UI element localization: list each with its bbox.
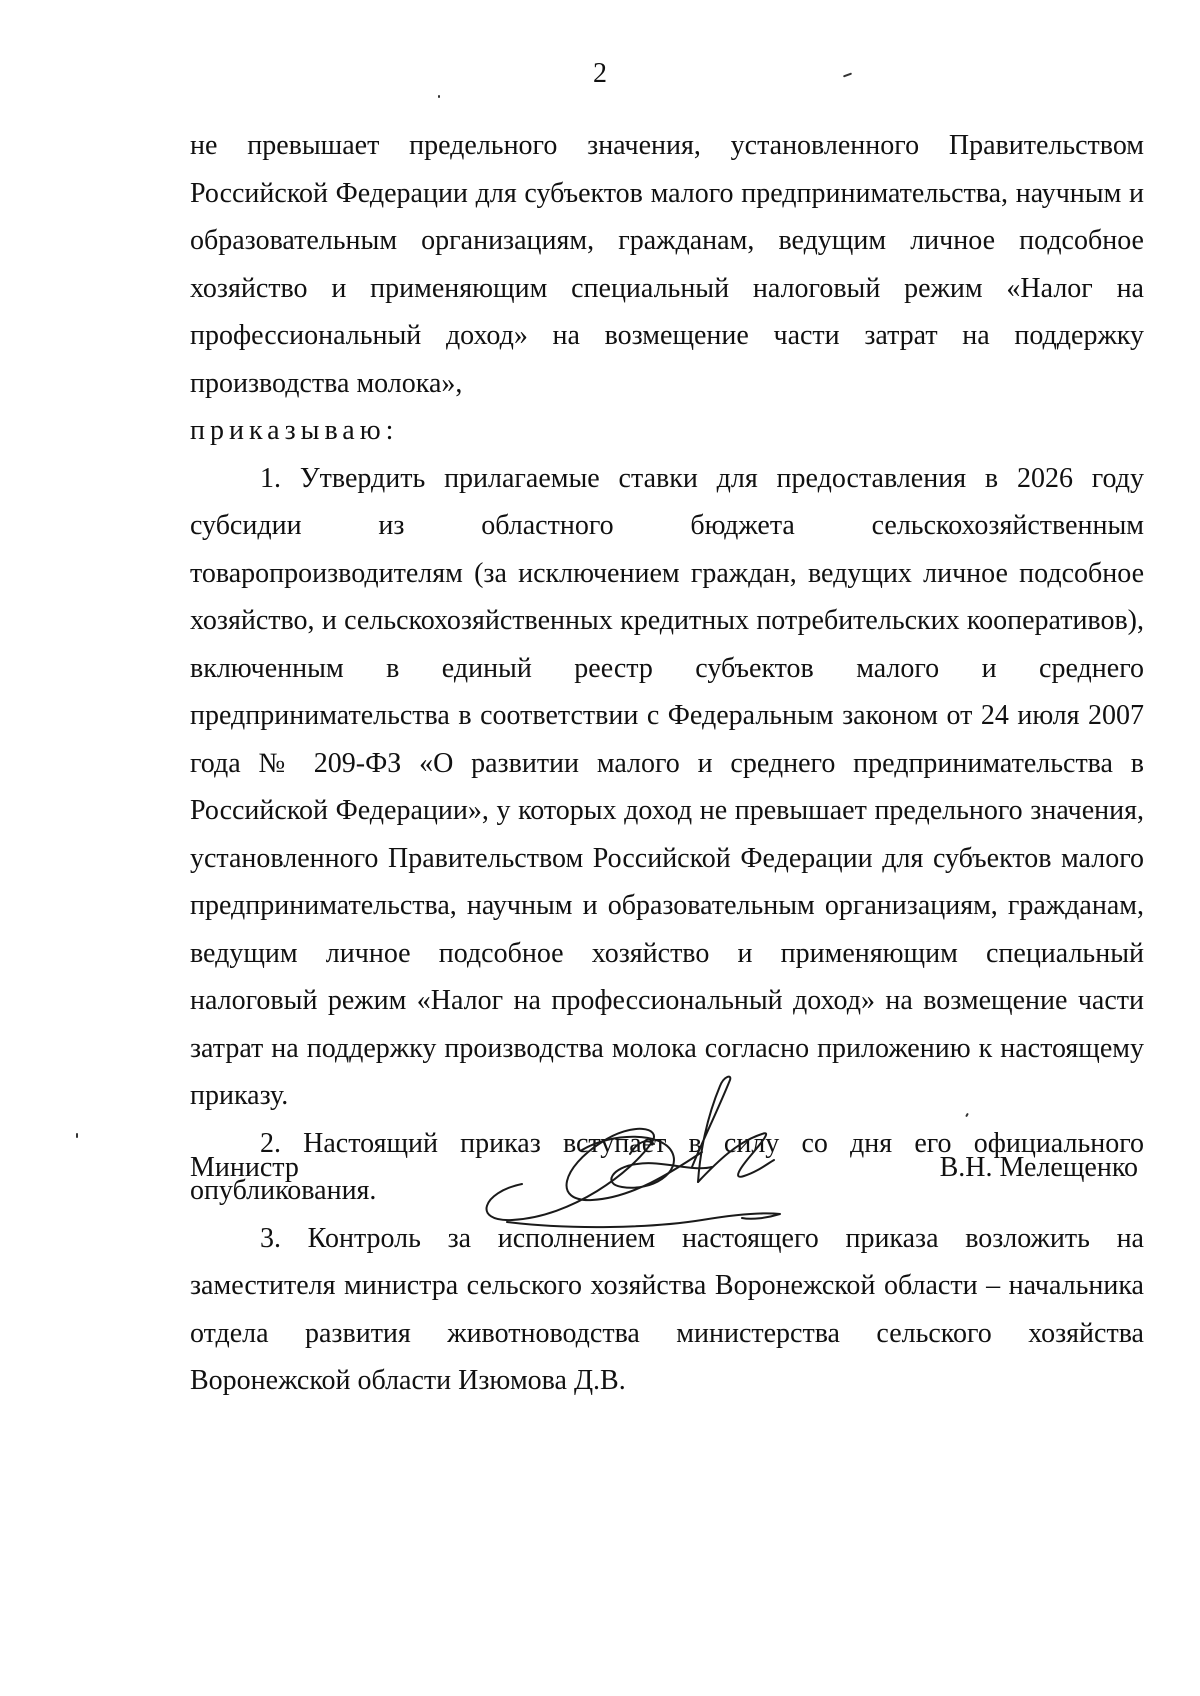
scan-speck bbox=[438, 95, 440, 98]
signer-title: Министр bbox=[190, 1152, 299, 1183]
scan-speck bbox=[76, 1133, 78, 1138]
order-item-2: 2. Настоящий приказ вступает в силу со дня его официального опубликования. bbox=[190, 1127, 1144, 1206]
order-item-1: 1. Утвердить прилагаемые ставки для предоставления в 2026 году субсидии из областного бюджета сельскохозяйственным товаропроизводителям (за исключением граждан, ведущих личное подсобное хозяйство, и сельскохозяйственных кредитных потребительских кооперативов), включенным в единый реестр субъектов малого и среднего предпринимательства в соответствии с Федеральным законом от 24 июля 2007 года № 209-ФЗ «О развитии малого и среднего предпринимательства в Российской Федерации», у которых доход не превышает предельного значения, установленного Правительством Российской Федерации для субъектов малого предпринимательства, научным и образовательным организациям, гражданам, ведущим личное подсобное хозяйство и применяющим специальный налоговый режим «Налог на профессиональный доход» на возмещение части затрат на поддержку производства молока согласно приложению к настоящему приказу. bbox=[190, 462, 1144, 1111]
handwritten-signature bbox=[462, 1072, 792, 1232]
page-number: 2 bbox=[593, 58, 607, 89]
order-item-3: 3. Контроль за исполнением настоящего приказа возложить на заместителя министра сельского хозяйства Воронежской области – начальника отдела развития животноводства министерства сельского хозяйства Воронежской области Изюмова Д.В. bbox=[190, 1222, 1144, 1396]
signer-name: В.Н. Мелещенко bbox=[939, 1152, 1138, 1183]
order-keyword: приказываю: bbox=[190, 415, 399, 446]
signature-block bbox=[190, 1152, 1144, 1312]
preamble-paragraph: не превышает предельного значения, установленного Правительством Российской Федерации для субъектов малого предпринимательства, научным и образовательным организациям, гражданам, ведущим личное подсобное хозяйство и применяющим специальный налоговый режим «Налог на профессиональный доход» на возмещение части затрат на поддержку производства молока», bbox=[190, 130, 1144, 399]
